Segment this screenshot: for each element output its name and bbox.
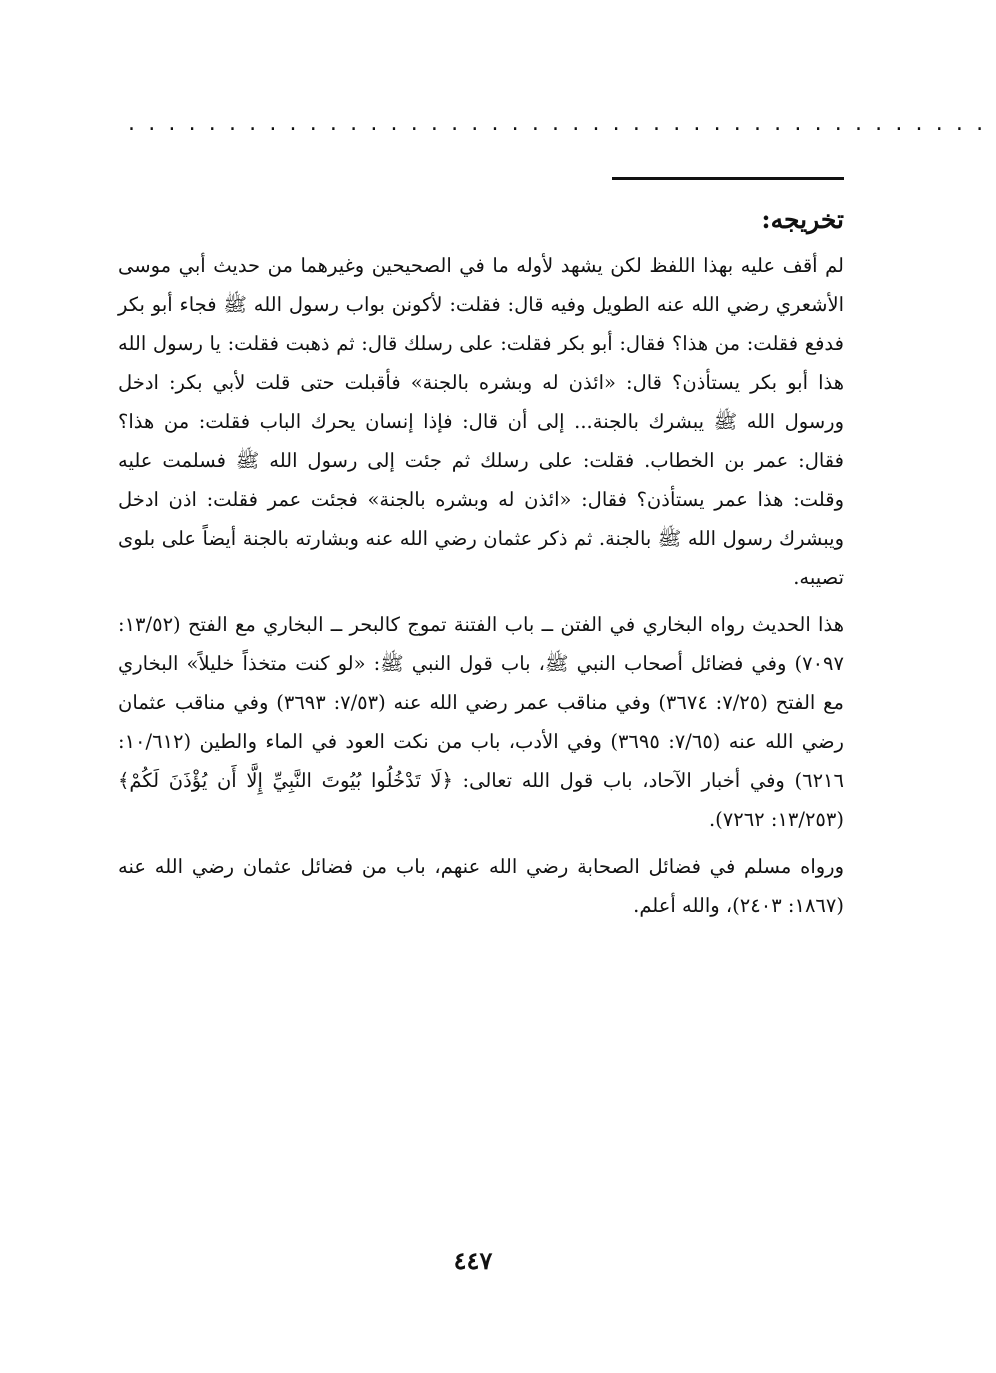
page-number: ٤٤٧ <box>453 1246 493 1275</box>
main-content <box>118 200 844 925</box>
paragraph-hadith-text: لم أقف عليه بهذا اللفظ لكن يشهد لأوله ما في الصحيحين وغيرهما من حديث أبي موسى الأشعري رضي الله عنه الطويل وفيه قال: فقلت: لأكونن بواب رسول الله ﷺ فجاء أبو بكر فدفع فقلت: من هذا؟ فقال: أبو بكر فقلت: على رسلك قال: ثم ذهبت فقلت: يا رسول الله هذا أبو بكر يستأذن؟ قال: «ائذن له وبشره بالجنة» فأقبلت حتى قلت لأبي بكر: ادخل ورسول الله ﷺ يبشرك بالجنة... إلى أن قال: فإذا إنسان يحرك الباب فقلت: من هذا؟ فقال: عمر بن الخطاب. فقلت: على رسلك ثم جئت إلى رسول الله ﷺ فسلمت عليه وقلت: هذا عمر يستأذن؟ فقال: «ائذن له وبشره بالجنة» فجئت عمر فقلت: اذن ادخل ويبشرك رسول الله ﷺ بالجنة. ثم ذكر عثمان رضي الله عنه وبشارته بالجنة أيضاً على بلوى تصيبه. <box>118 254 845 589</box>
paragraph-muslim-reference: ورواه مسلم في فضائل الصحابة رضي الله عنهم، باب من فضائل عثمان رضي الله عنه (١٨٦٧: ٢٤٠٣)، والله أعلم. <box>118 855 844 917</box>
paragraph-bukhari-references: هذا الحديث رواه البخاري في الفتن ــ باب الفتنة تموج كالبحر ــ البخاري مع الفتح (١٣/٥٢: ٧٠٩٧) وفي فضائل أصحاب النبي ﷺ، باب قول النبي ﷺ: «لو كنت متخذاً خليلاً» البخاري مع الفتح (٧/٢٥: ٣٦٧٤) وفي مناقب عمر رضي الله عنه (٧/٥٣: ٣٦٩٣) وفي مناقب عثمان رضي الله عنه (٧/٦٥: ٣٦٩٥) وفي الأدب، باب من نكت العود في الماء والطين (١٠/٦١٢: ٦٢١٦) وفي أخبار الآحاد، باب قول الله تعالى: ﴿لَا تَدْخُلُوا بُيُوتَ النَّبِيِّ إِلَّا أَن يُؤْذَنَ لَكُمْ﴾ (١٣/٢٥٣: ٧٢٦٢). <box>118 613 844 831</box>
dotted-separator: ........................................... <box>128 111 996 136</box>
heading-rule <box>612 177 844 180</box>
section-heading: تخريجه: <box>761 205 844 234</box>
